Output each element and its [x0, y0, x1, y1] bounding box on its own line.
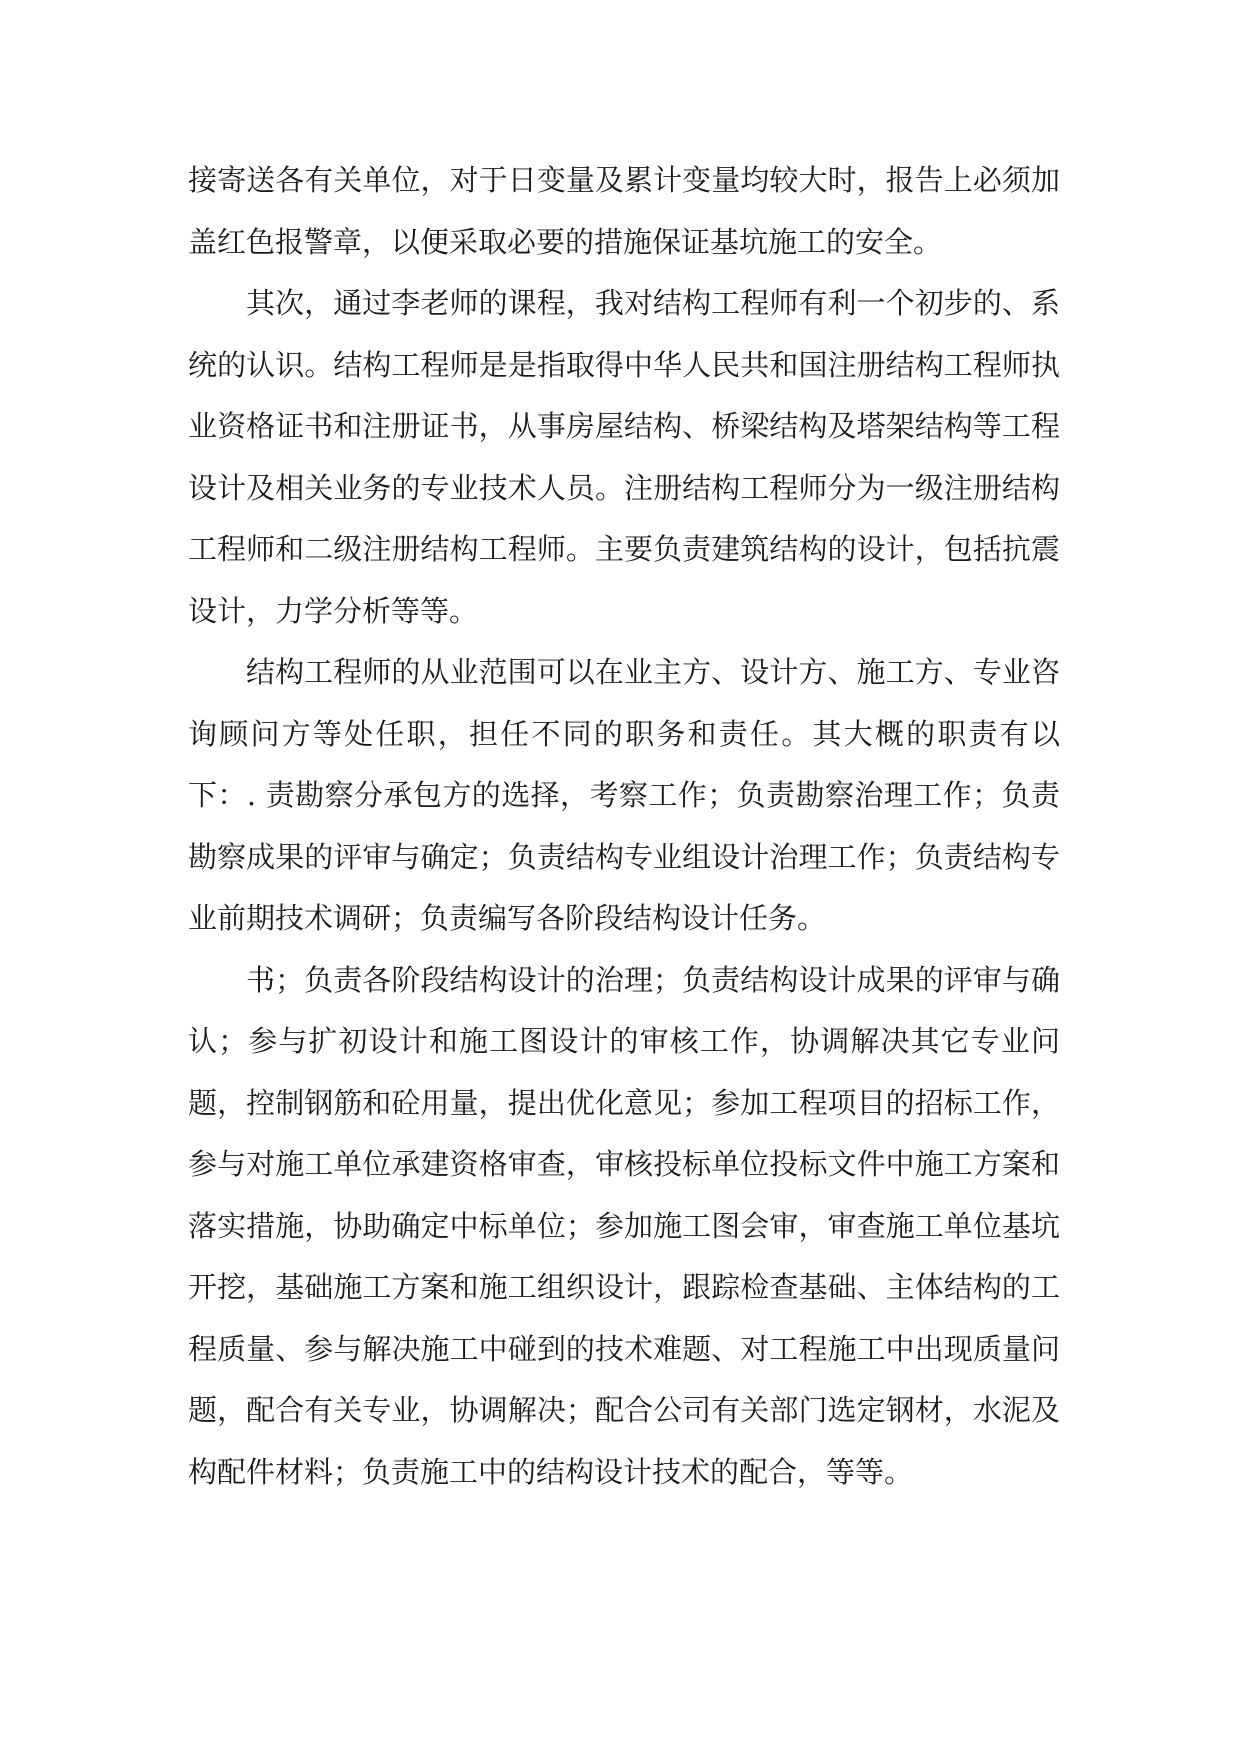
paragraph-responsibilities: 书；负责各阶段结构设计的治理；负责结构设计成果的评审与确认；参与扩初设计和施工图设计的审核工作，协调解决其它专业问题，控制钢筋和砼用量，提出优化意见；参加工程项目的招标工作，参与对施工单位承建资格审查，审核投标单位投标文件中施工方案和落实措施，协助确定中标单位；参加施工图会审，审查施工单位基坑开挖，基础施工方案和施工组织设计，跟踪检查基础、主体结构的工程质量、参与解决施工中碰到的技术难题、对工程施工中出现质量问题，配合有关专业，协调解决；配合公司有关部门选定钢材，水泥及构配件材料；负责施工中的结构设计技术的配合，等等。 [188, 962, 1060, 1489]
document-body [188, 150, 1060, 1503]
paragraph-continuation: 接寄送各有关单位，对于日变量及累计变量均较大时，报告上必须加盖红色报警章，以便采取必要的措施保证基坑施工的安全。 [188, 163, 1060, 259]
paragraph-scope-of-practice: 结构工程师的从业范围可以在业主方、设计方、施工方、专业咨询顾问方等处任职，担任不同的职务和责任。其大概的职责有以下：. 责勘察分承包方的选择，考察工作；负责勘察治理工作；负责勘察成果的评审与确定；负责结构专业组设计治理工作；负责结构专业前期技术调研；负责编写各阶段结构设计任务。 [188, 655, 1060, 935]
paragraph-structural-engineer-intro: 其次，通过李老师的课程，我对结构工程师有利一个初步的、系统的认识。结构工程师是是指取得中华人民共和国注册结构工程师执业资格证书和注册证书，从事房屋结构、桥梁结构及塔架结构等工程设计及相关业务的专业技术人员。注册结构工程师分为一级注册结构工程师和二级注册结构工程师。主要负责建筑结构的设计，包括抗震设计，力学分析等等。 [188, 286, 1060, 628]
